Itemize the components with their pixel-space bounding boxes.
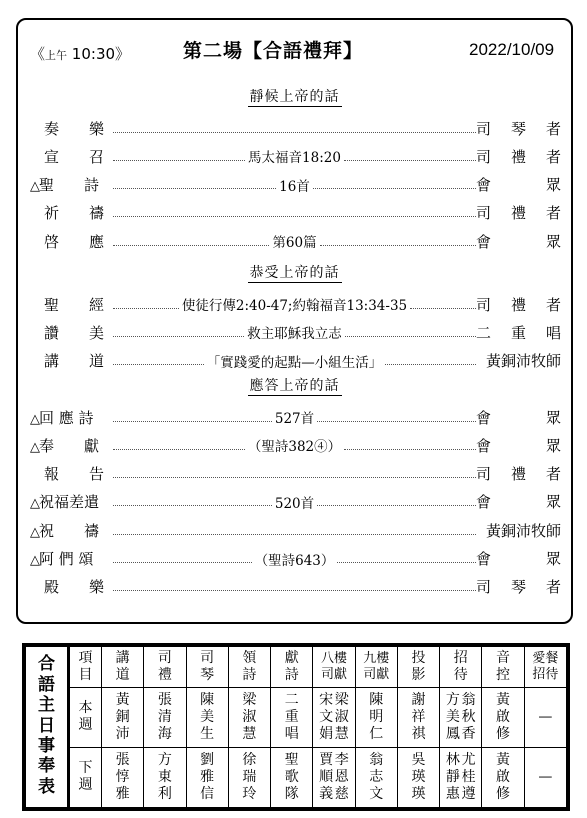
- duty-cell-names: [284, 692, 299, 742]
- duty-cell: [482, 688, 524, 748]
- program-item: [30, 463, 561, 485]
- duty-table: [25, 646, 567, 808]
- program-item: [30, 202, 561, 224]
- duty-cell: [440, 748, 482, 808]
- duty-cell: [397, 688, 439, 748]
- program-item-role: [476, 322, 561, 343]
- duty-cell: [271, 748, 313, 808]
- program-item-role: [476, 520, 561, 541]
- duty-cell-names: [319, 692, 349, 742]
- duty-cell: [144, 688, 186, 748]
- duty-person-name: 宋文娟: [319, 692, 334, 742]
- dotted-leader: [113, 590, 476, 591]
- role-text: 禮: [510, 465, 526, 484]
- program-item: [30, 576, 561, 598]
- duty-cell: [271, 688, 313, 748]
- role-text: 琴: [510, 578, 526, 597]
- program-item: [30, 350, 561, 372]
- duty-cell-names: [158, 752, 173, 802]
- program-item: [30, 293, 561, 315]
- dotted-leader: [313, 188, 476, 189]
- role-text: 眾: [545, 493, 561, 512]
- role-text: 者: [545, 465, 561, 484]
- duty-person-name: 聖歌隊: [284, 752, 299, 802]
- duty-person-name: 林靜惠: [445, 752, 460, 802]
- triangle-mark: △: [30, 179, 40, 195]
- dotted-leader: [344, 160, 476, 161]
- dotted-leader: [113, 160, 245, 161]
- program-item-detail: 16首: [279, 178, 310, 195]
- duty-cell: [524, 748, 566, 808]
- dotted-leader: [345, 336, 476, 337]
- duty-column-header: [271, 647, 313, 688]
- duty-cell-names: [446, 692, 476, 742]
- role-text: 司: [476, 119, 492, 138]
- program-item-label: 聖 經: [44, 295, 105, 314]
- dotted-leader: [113, 534, 476, 535]
- duty-cell: [313, 748, 355, 808]
- duty-cell-names: [115, 752, 130, 802]
- duty-column-header: [397, 647, 439, 688]
- role-text: 者: [545, 578, 561, 597]
- dotted-leader: [317, 421, 476, 422]
- duty-cell-names: [369, 752, 384, 802]
- duty-side-title-text: 合語主日事奉表: [38, 654, 55, 797]
- program-item-label: △聖 詩: [30, 176, 100, 195]
- duty-column-header: [186, 647, 228, 688]
- duty-person-name: 徐瑞玲: [242, 752, 257, 802]
- duty-column-header-text: 招待: [453, 649, 468, 683]
- time-ampm: 上午: [45, 49, 68, 62]
- duty-cell-names: [538, 769, 553, 786]
- duty-person-name: 謝祥祺: [411, 692, 426, 742]
- program-item: [30, 548, 561, 570]
- program-item-label: △阿 們 頌: [30, 550, 94, 568]
- duty-cell: [397, 748, 439, 808]
- dotted-leader: [113, 308, 179, 309]
- role-text: 黃銅沛牧師: [485, 352, 561, 371]
- role-text: 二: [476, 323, 492, 342]
- program-item-label: 宣 召: [44, 147, 105, 166]
- program-item-detail: 救主耶穌我立志: [247, 326, 342, 343]
- dotted-leader: [113, 132, 476, 133]
- program-item-label: 講 道: [44, 352, 105, 371]
- program-item: [30, 406, 561, 428]
- program-item: [30, 117, 561, 139]
- program-item: [30, 230, 561, 252]
- role-text: 司: [476, 147, 492, 166]
- role-text: 者: [545, 119, 561, 138]
- role-text: 會: [476, 408, 492, 427]
- section-title-text: 應答上帝的話: [249, 378, 340, 394]
- role-text: 司: [476, 295, 492, 314]
- duty-cell: [186, 688, 228, 748]
- program-item-label: 報 告: [44, 465, 105, 484]
- program-item-role: [476, 350, 561, 371]
- program-item-role: [476, 491, 561, 512]
- duty-person-name: 黃啟修: [496, 692, 511, 742]
- duty-header-row: [26, 647, 567, 688]
- duty-column-header-text: 獻詩: [284, 649, 299, 683]
- program-item-role: [476, 231, 561, 252]
- duty-person-name: 翁志文: [369, 752, 384, 802]
- role-text: 眾: [545, 408, 561, 427]
- triangle-mark: △: [30, 439, 40, 455]
- duty-row: [26, 688, 567, 748]
- role-text: 黃銅沛牧師: [485, 521, 561, 540]
- duty-cell-names: [115, 692, 130, 742]
- duty-person-name: 梁淑慧: [334, 692, 349, 742]
- program-item-label: 啓 應: [44, 232, 105, 251]
- duty-cell-names: [496, 752, 511, 802]
- duty-column-header-text: 投影: [411, 649, 426, 683]
- duty-cell: [102, 688, 144, 748]
- duty-cell: [144, 748, 186, 808]
- service-title: 第二場【合語禮拜】: [183, 40, 364, 62]
- duty-person-name: 陳美生: [200, 692, 215, 742]
- duty-column-header-text: 九樓司獻: [363, 651, 390, 682]
- role-text: 眾: [545, 550, 561, 568]
- dotted-leader: [113, 505, 272, 506]
- program-item-role: [476, 118, 561, 139]
- program-item-role: [476, 548, 561, 569]
- duty-cell-names: [242, 692, 257, 742]
- program-item-role: [476, 146, 561, 167]
- program-item-label: 奏 樂: [44, 119, 105, 138]
- dotted-leader: [317, 505, 476, 506]
- duty-cell: [355, 688, 397, 748]
- duty-person-name: 李恩慈: [334, 752, 349, 802]
- role-text: 會: [476, 176, 492, 195]
- duty-item-header-text: 項目: [78, 649, 93, 683]
- role-text: 眾: [545, 232, 561, 251]
- duty-column-header-text: 司禮: [157, 649, 172, 683]
- duty-column-header-text: 愛餐招待: [532, 651, 559, 682]
- duty-cell: [228, 688, 270, 748]
- duty-person-name: 翁秋香: [461, 692, 476, 742]
- duty-roster: [22, 643, 570, 811]
- duty-cell-names: [538, 709, 553, 726]
- duty-column-header-text: 講道: [115, 649, 130, 683]
- duty-person-name: —: [538, 708, 553, 725]
- program-item-detail: 「實踐愛的起點—小組生活」: [206, 354, 383, 371]
- duty-cell: [313, 688, 355, 748]
- role-text: 者: [545, 295, 561, 314]
- section-title: [18, 262, 571, 282]
- role-text: 者: [545, 147, 561, 166]
- duty-cell-names: [200, 752, 215, 802]
- section-title: [18, 86, 571, 106]
- duty-column-header: [313, 647, 355, 688]
- role-text: 者: [545, 204, 561, 223]
- duty-column-header: [440, 647, 482, 688]
- duty-person-name: 尤桂遵: [461, 752, 476, 802]
- role-text: 重: [510, 323, 526, 342]
- service-date: 2022/10/09: [469, 40, 555, 59]
- program-item-label: △祝 禱: [30, 521, 100, 540]
- program-item-role: [476, 576, 561, 597]
- dotted-leader: [113, 449, 245, 450]
- duty-item-header: [69, 647, 102, 688]
- program-item-label: △祝福差遣: [30, 493, 100, 512]
- program-item-label: 殿 樂: [44, 578, 105, 597]
- duty-person-name: 方東利: [157, 752, 172, 802]
- role-text: 眾: [545, 436, 561, 455]
- duty-column-header-text: 音控: [496, 649, 511, 683]
- duty-person-name: 吳瑛瑛: [411, 752, 426, 802]
- dotted-leader: [320, 245, 476, 246]
- time-prefix: 《: [30, 45, 46, 63]
- duty-person-name: 張惇雅: [115, 752, 130, 802]
- dotted-leader: [344, 449, 476, 450]
- section-title: [18, 375, 571, 395]
- duty-cell-names: [284, 752, 299, 802]
- role-text: 眾: [545, 176, 561, 195]
- duty-cell: [186, 748, 228, 808]
- duty-week-label: [69, 688, 102, 748]
- duty-column-header: [144, 647, 186, 688]
- duty-week-label: [69, 748, 102, 808]
- role-text: 禮: [510, 295, 526, 314]
- triangle-mark: △: [30, 496, 40, 512]
- program-item-role: [476, 463, 561, 484]
- program-item-detail: 馬太福音18:20: [248, 150, 341, 167]
- program-item-detail: 520首: [274, 495, 315, 512]
- role-text: 會: [476, 550, 492, 568]
- role-text: 禮: [510, 147, 526, 166]
- duty-row: [26, 748, 567, 808]
- program-item: [30, 145, 561, 167]
- duty-week-label-text: 本週: [78, 700, 93, 734]
- program-item-label: 讚 美: [44, 323, 105, 342]
- duty-column-header-text: 司琴: [200, 649, 215, 683]
- program-item-role: [476, 435, 561, 456]
- program-item-detail: 使徒行傳2:40-47;約翰福音13:34-35: [181, 298, 408, 314]
- triangle-mark: △: [30, 524, 40, 540]
- program-item-role: [476, 407, 561, 428]
- dotted-leader: [113, 336, 244, 337]
- duty-person-name: 梁淑慧: [242, 692, 257, 742]
- duty-person-name: 賈順義: [319, 752, 334, 802]
- program-item-detail: 第60篇: [272, 235, 317, 252]
- duty-person-name: 張清海: [157, 692, 172, 742]
- dotted-leader: [113, 245, 269, 246]
- program-item-role: [476, 202, 561, 223]
- duty-cell: [524, 688, 566, 748]
- role-text: 會: [476, 232, 492, 251]
- duty-cell-names: [319, 752, 349, 802]
- program-item-role: [476, 174, 561, 195]
- duty-cell-names: [496, 692, 511, 742]
- service-time: [30, 43, 130, 64]
- dotted-leader: [337, 562, 476, 563]
- duty-cell-names: [369, 692, 384, 742]
- dotted-leader: [113, 364, 204, 365]
- time-value: 10:30》: [71, 45, 131, 63]
- program-item-detail: （聖詩643）: [254, 552, 335, 569]
- duty-person-name: 方美鳳: [445, 692, 460, 742]
- worship-program: [16, 18, 573, 624]
- duty-cell: [102, 748, 144, 808]
- section-title-text: 靜候上帝的話: [249, 89, 340, 105]
- dotted-leader: [113, 216, 476, 217]
- role-text: 會: [476, 436, 492, 455]
- duty-person-name: 黃啟修: [496, 752, 511, 802]
- duty-person-name: 黃銅沛: [115, 692, 130, 742]
- duty-cell-names: [242, 752, 257, 802]
- dotted-leader: [113, 562, 252, 563]
- program-item: [30, 174, 561, 196]
- duty-cell-names: [158, 692, 173, 742]
- duty-column-header: [524, 647, 566, 688]
- program-item: [30, 321, 561, 343]
- duty-column-header-text: 八樓司獻: [320, 651, 347, 682]
- role-text: 司: [476, 578, 492, 597]
- duty-cell-names: [411, 752, 426, 802]
- dotted-leader: [113, 188, 276, 189]
- role-text: 司: [476, 465, 492, 484]
- role-text: 司: [476, 204, 492, 223]
- program-item: [30, 491, 561, 513]
- duty-cell: [482, 748, 524, 808]
- duty-column-header: [482, 647, 524, 688]
- duty-cell: [440, 688, 482, 748]
- duty-column-header: [228, 647, 270, 688]
- duty-column-header: [355, 647, 397, 688]
- dotted-leader: [113, 477, 476, 478]
- program-item-label: △奉 獻: [30, 436, 100, 455]
- program-item-label: 祈 禱: [44, 204, 105, 223]
- duty-person-name: 劉雅信: [200, 752, 215, 802]
- role-text: 琴: [510, 119, 526, 138]
- triangle-mark: △: [30, 553, 40, 568]
- role-text: 會: [476, 493, 492, 512]
- program-item-detail: （聖詩382④）: [247, 439, 342, 456]
- duty-person-name: 陳明仁: [369, 692, 384, 742]
- duty-cell: [355, 748, 397, 808]
- duty-column-header-text: 領詩: [242, 649, 257, 683]
- duty-column-header: [102, 647, 144, 688]
- program-item-label: △回 應 詩: [30, 408, 94, 427]
- program-item-role: [476, 294, 561, 315]
- program-item: [30, 434, 561, 456]
- program-item: [30, 519, 561, 541]
- section-title-text: 恭受上帝的話: [249, 265, 340, 281]
- duty-week-label-text: 下週: [78, 760, 93, 794]
- duty-cell: [228, 748, 270, 808]
- duty-side-title: [26, 647, 69, 808]
- duty-cell-names: [200, 692, 215, 742]
- dotted-leader: [410, 308, 476, 309]
- dotted-leader: [385, 364, 476, 365]
- duty-cell-names: [411, 692, 426, 742]
- duty-person-name: —: [538, 768, 553, 785]
- role-text: 唱: [545, 323, 561, 342]
- triangle-mark: △: [30, 411, 40, 427]
- dotted-leader: [113, 421, 272, 422]
- program-item-detail: 527首: [274, 411, 315, 427]
- role-text: 禮: [510, 204, 526, 223]
- duty-person-name: 二重唱: [284, 692, 299, 742]
- duty-cell-names: [446, 752, 476, 802]
